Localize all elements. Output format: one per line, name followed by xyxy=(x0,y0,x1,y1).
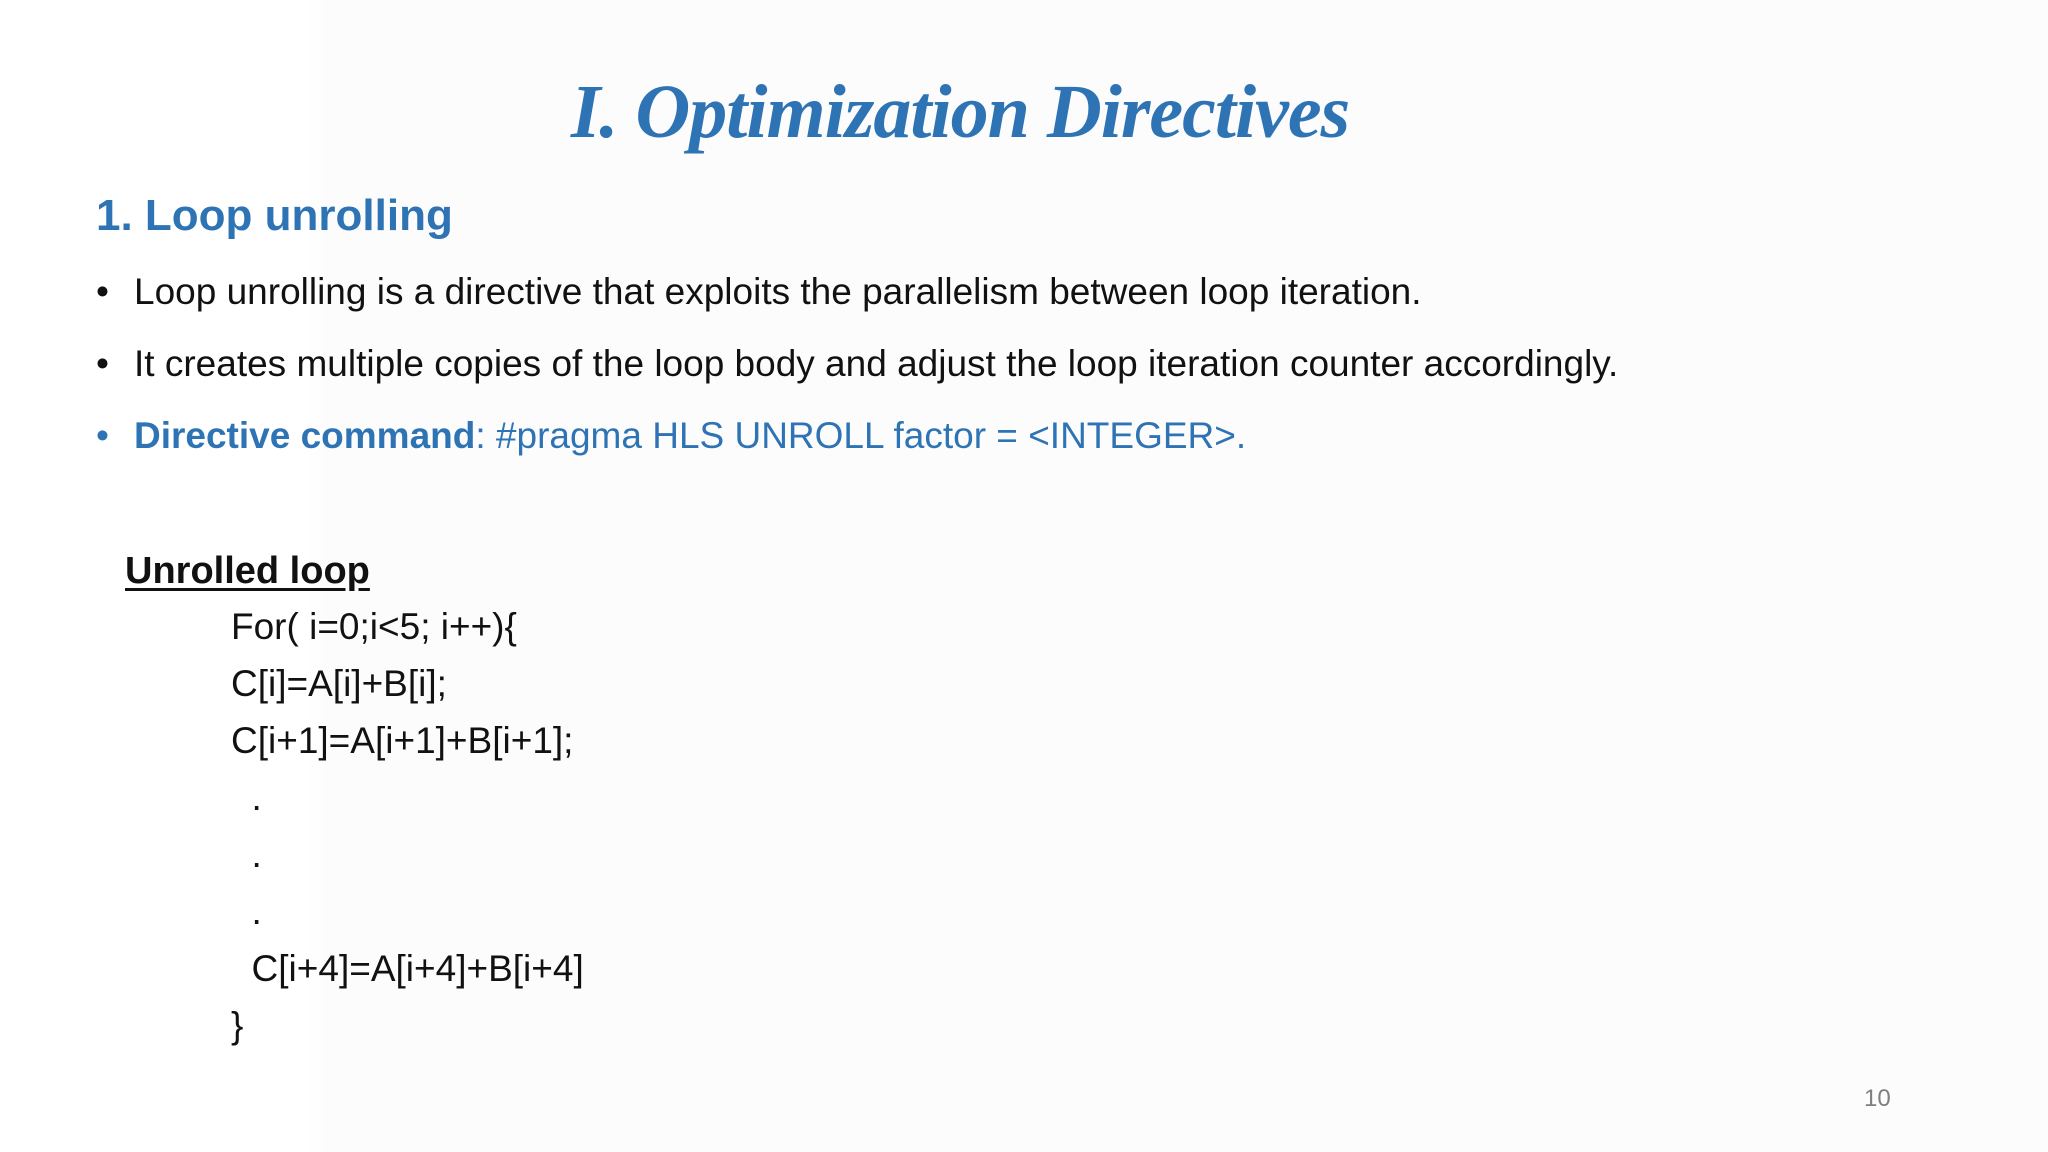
bullet-item-definition xyxy=(96,266,1956,318)
code-line: For( i=0;i<5; i++){ xyxy=(231,606,517,647)
directive-command-label: Directive command xyxy=(134,415,476,456)
bullet-text: Loop unrolling is a directive that exploits the parallelism between loop iteration. xyxy=(134,271,1422,312)
bullet-dot-icon: • xyxy=(96,343,109,384)
code-lines xyxy=(125,598,584,1054)
code-line: . xyxy=(231,777,262,818)
bullet-list xyxy=(96,266,1956,482)
bullet-dot-icon: • xyxy=(96,415,109,456)
bullet-item-directive-command xyxy=(96,410,1956,462)
bullet-item-copies xyxy=(96,338,1956,390)
code-line: C[i]=A[i]+B[i]; xyxy=(231,663,447,704)
page-number: 10 xyxy=(1864,1085,1891,1112)
bullet-dot-icon: • xyxy=(96,271,109,312)
code-example-title: Unrolled loop xyxy=(125,550,370,592)
code-line: . xyxy=(231,891,262,932)
code-line: } xyxy=(231,1005,244,1046)
code-line: C[i+1]=A[i+1]+B[i+1]; xyxy=(231,720,574,761)
directive-command-text: : #pragma HLS UNROLL factor = <INTEGER>. xyxy=(475,415,1247,456)
bullet-text: It creates multiple copies of the loop body and adjust the loop iteration counter accordingly. xyxy=(134,343,1619,384)
slide-title: I. Optimization Directives xyxy=(570,70,1350,154)
code-line: C[i+4]=A[i+4]+B[i+4] xyxy=(231,948,584,989)
code-line: . xyxy=(231,834,262,875)
code-example xyxy=(125,544,584,1054)
section-heading: 1. Loop unrolling xyxy=(96,191,453,240)
